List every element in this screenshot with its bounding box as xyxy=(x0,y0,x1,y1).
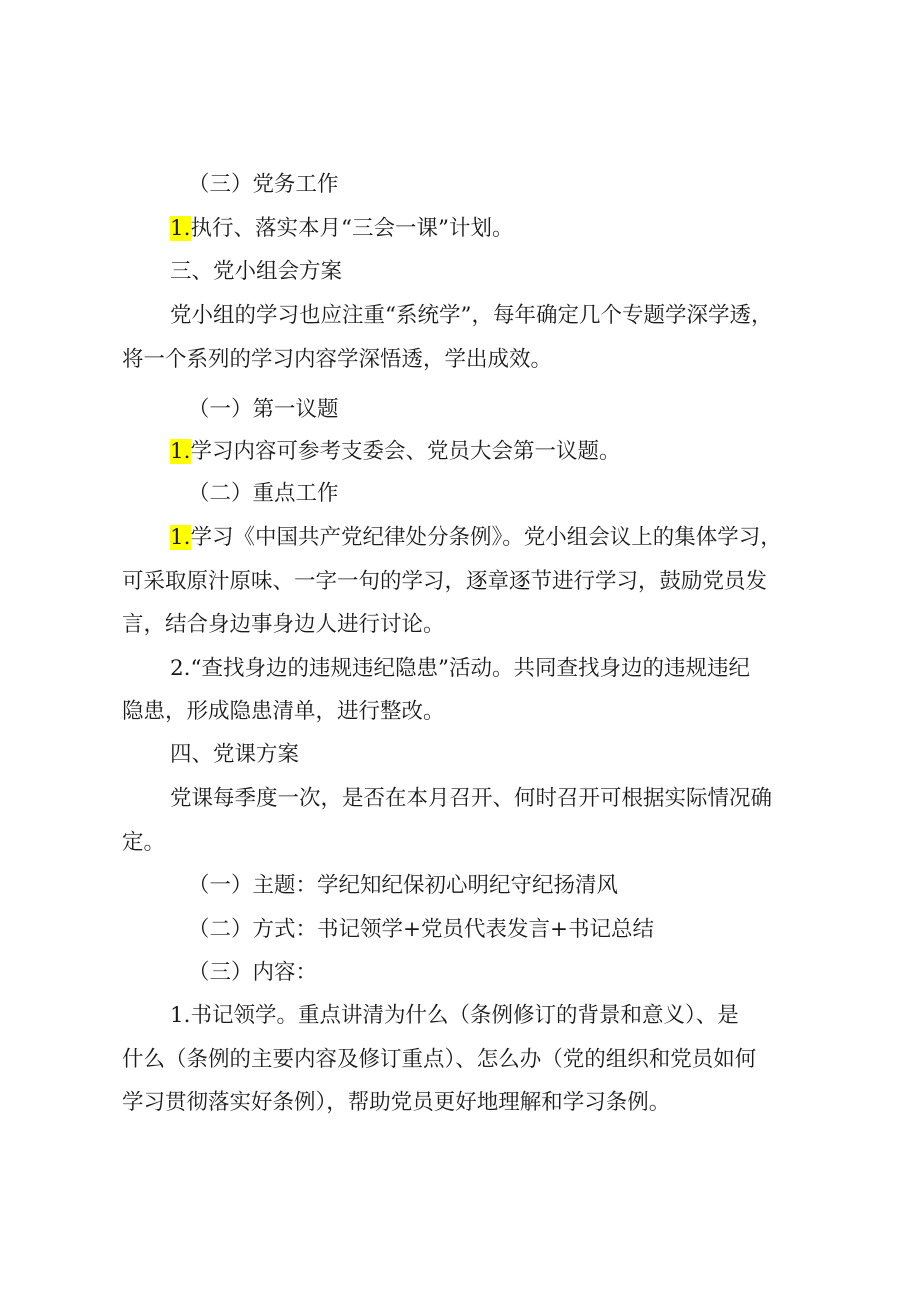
subheading-first-topic xyxy=(188,395,339,425)
section-heading-party-lecture xyxy=(170,740,299,770)
list-item-highlighted xyxy=(170,214,514,244)
highlighted-list-marker: 1. xyxy=(170,439,191,464)
line-text: 执行、落实本月“三会一课”计划。 xyxy=(190,216,514,241)
paragraph-line xyxy=(122,1045,756,1075)
subheading-method xyxy=(188,915,654,945)
highlighted-list-marker: 1. xyxy=(170,525,191,550)
line-text: （二）方式：书记领学+党员代表发言+书记总结 xyxy=(188,917,655,942)
paragraph-line xyxy=(122,697,445,727)
line-text: 1.书记领学。重点讲清为什么（条例修订的背景和意义）、是 xyxy=(170,1003,739,1028)
line-text: （一）主题：学纪知纪保初心明纪守纪扬清风 xyxy=(188,873,619,898)
line-text: （一）第一议题 xyxy=(188,397,339,422)
line-text: （三）内容： xyxy=(188,960,318,985)
line-text: 隐患，形成隐患清单，进行整改。 xyxy=(122,699,445,724)
list-item-highlighted xyxy=(170,523,782,553)
line-text: 三、党小组会方案 xyxy=(170,259,343,284)
line-text: 什么（条例的主要内容及修订重点）、怎么办（党的组织和党员如何 xyxy=(122,1047,757,1072)
paragraph-line xyxy=(170,301,773,331)
line-text: 党小组的学习也应注重“系统学”，每年确定几个专题学深学透， xyxy=(170,303,773,328)
paragraph-line xyxy=(170,784,772,814)
line-text: 可采取原汁原味、一字一句的学习，逐章逐节进行学习，鼓励党员发 xyxy=(122,569,768,594)
list-item xyxy=(170,654,750,684)
subheading-theme xyxy=(188,871,618,901)
paragraph-line xyxy=(122,828,165,858)
paragraph-line xyxy=(122,1088,670,1118)
line-text: 言，结合身边事身边人进行讨论。 xyxy=(122,612,445,637)
highlighted-list-marker: 1. xyxy=(170,216,191,241)
line-text: 学习内容可参考支委会、党员大会第一议题。 xyxy=(190,439,621,464)
paragraph-line xyxy=(122,345,552,375)
paragraph-line xyxy=(122,610,445,640)
paragraph-line xyxy=(122,567,767,597)
line-text: （三）党务工作 xyxy=(188,172,339,197)
subheading-content xyxy=(188,958,317,988)
list-item-highlighted xyxy=(170,437,621,467)
line-text: （二）重点工作 xyxy=(188,481,339,506)
line-text: 学习《中国共产党纪律处分条例》。党小组会议上的集体学习， xyxy=(190,525,782,550)
line-text: 学习贯彻落实好条例），帮助党员更好地理解和学习条例。 xyxy=(122,1090,671,1115)
line-text: 党课每季度一次，是否在本月召开、何时召开可根据实际情况确 xyxy=(170,786,773,811)
line-text: 四、党课方案 xyxy=(170,742,300,767)
list-item xyxy=(170,1001,739,1031)
line-text: 定。 xyxy=(122,830,166,855)
line-text: 将一个系列的学习内容学深悟透，学出成效。 xyxy=(122,347,553,372)
section-heading-group-meeting xyxy=(170,257,342,287)
line-text: 2.“查找身边的违规违纪隐患”活动。共同查找身边的违规违纪 xyxy=(170,656,750,681)
subheading-key-work xyxy=(188,479,339,509)
subheading-party-affairs xyxy=(188,170,339,200)
